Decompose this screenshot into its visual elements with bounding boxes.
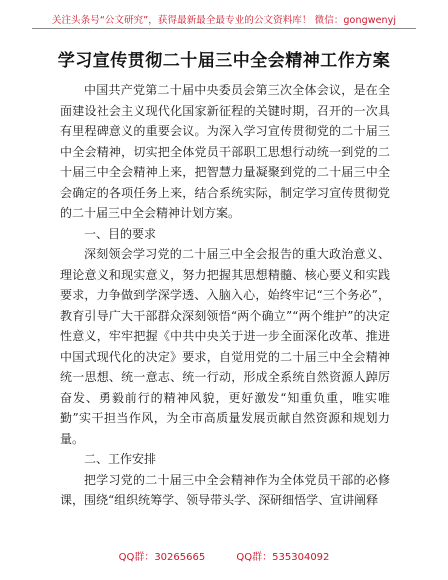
footer-qq-group-2: QQ群：535304092 <box>236 552 330 563</box>
footer-qq-group-1: QQ群：30265665 <box>118 552 206 563</box>
footer-contact <box>40 548 408 563</box>
intro-paragraph: 中国共产党第二十届中央委员会第三次全体会议，是在全面建设社会主义现代化国家新征程的关键时期，召开的一次具有里程碑意义的重要会议。为深入学习宣传贯彻党的二十届三中全会精神，切实把全体党员干部职工思想行动统一到党的二十届三中全会精神上来，把智慧力量凝聚到党的二十届三中全会确定的各项任务上来，结合系统实际，制定学习宣传贯彻党的二十届三中全会精神计划方案。 <box>60 83 390 220</box>
document-body <box>60 80 390 511</box>
arrangements-paragraph: 把学习党的二十届三中全会精神作为全体党员干部的必修课，围绕“组织统筹学、领导带头学、深研细悟学、宣讲阐释 <box>60 472 390 507</box>
header-divider <box>32 28 416 29</box>
header-notice: 关注头条号“公文研究”，获得最新最全最专业的公文资料库！ 微信：gongwenyj <box>51 15 397 26</box>
document-title: 学习宣传贯彻二十届三中全会精神工作方案 <box>57 51 391 71</box>
section-heading-goals: 一、目的要求 <box>84 226 157 241</box>
goals-paragraph: 深刻领会学习党的二十届三中全会报告的重大政治意义、理论意义和现实意义，努力把握其思想精髓、核心要义和实践要求，力争做到学深学透、入脑入心，始终牢记“三个务必”，教育引导广大干部群众深刻领悟“两个确立”“两个维护”的决定性意义，牢牢把握《中共中央关于进一步全面深化改革、推进中国式现代化的决定》要求，自觉用党的二十届三中全会精神统一思想、统一意志、统一行动，形成全系统自然资源人踔厉奋发、勇毅前行的精神风貌，更好激发“知重负重，唯实唯勤”实干担当作风，为全市高质量发展贡献自然资源和规划力量。 <box>60 247 390 446</box>
section-heading-arrangements: 二、工作安排 <box>84 452 157 466</box>
